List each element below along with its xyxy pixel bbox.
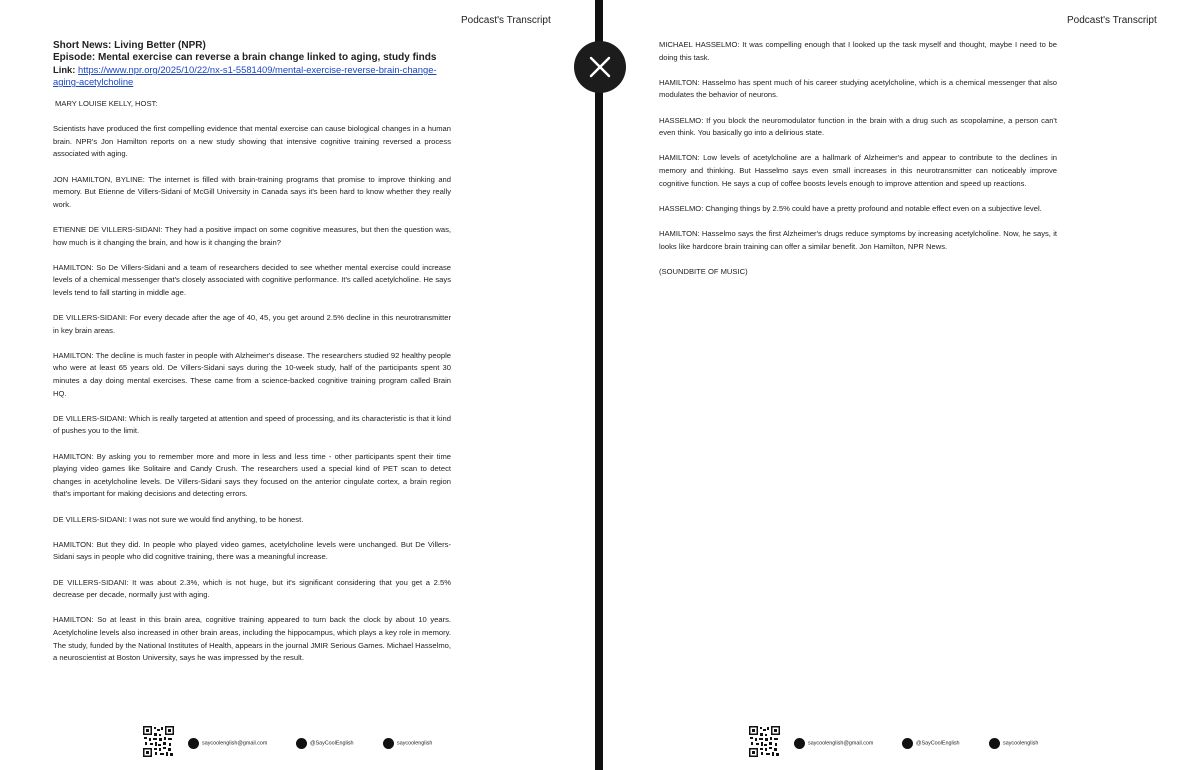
paragraph: HAMILTON: Hasselmo says the first Alzheimer's drugs reduce symptoms by increasing acetylcholine. Now, he says, it looks like hardcore brain training can offer a similar benefit. Jon Hamilton, NPR News. [659, 228, 1057, 251]
host-label: MARY LOUISE KELLY, HOST: [55, 99, 158, 108]
paragraph: HASSELMO: If you block the neuromodulator function in the brain with a drug such as scopolamine, a person can't even think. You basically go into a delirious state. [659, 115, 1057, 138]
transcript-body [53, 40, 451, 677]
paragraph: HAMILTON: By asking you to remember more and more in less and less time - other participants spent their time playing video games like Solitaire and Candy Crush. The researchers used a special kind of PET scan to detect changes in acetylcholine levels. De Villers-Sidani says they focused on the anterior cingulate cortex, a brain region that's important for making decisions and detecting errors. [53, 451, 451, 499]
paragraph: DE VILLERS-SIDANI: I was not sure we would find anything, to be honest. [53, 514, 304, 524]
paragraph: HAMILTON: Low levels of acetylcholine are a hallmark of Alzheimer's and appear to contribute to the declines in memory and thinking. But Hasselmo says even small increases in this neurotransmitter can noticeably improve cognitive function. He says a cup of coffee boosts levels enough to improve attention and speed up reactions. [659, 153, 1057, 188]
paragraph: Scientists have produced the first compelling evidence that mental exercise can cause biological changes in a human brain. NPR's Jon Hamilton reports on a new study showing that intensive cognitive training reversed a process associated with aging. [53, 124, 451, 159]
paragraph: ETIENNE DE VILLERS-SIDANI: They had a positive impact on some cognitive measures, but then the question was, how much is it changing the brain, and how is it changing the brain? [53, 224, 451, 247]
transcript-body [659, 39, 1057, 291]
footer-email: saycoolenglish@gmail.com [188, 738, 267, 749]
footer-twitter: @SayCoolEnglish [296, 738, 354, 749]
close-icon [588, 55, 612, 79]
qr-code-icon [142, 725, 175, 758]
paragraph: HAMILTON: But they did. In people who played video games, acetylcholine levels were unchanged. But De Villers-Sidani says in people who did cognitive training, there was a meaningful increase. [53, 539, 451, 562]
paragraph: HAMILTON: Hasselmo has spent much of his career studying acetylcholine, which is a chemical messenger that also modulates the behavior of neurons. [659, 77, 1057, 100]
link-label: Link: [53, 64, 76, 75]
episode-title-line2: Episode: Mental exercise can reverse a brain change linked to aging, study finds [53, 52, 437, 63]
paragraph: HAMILTON: The decline is much faster in people with Alzheimer's disease. The researchers studied 92 healthy people who were at least 65 years old. De Villers-Sidani says during the 10-week study, half of the participants spent 30 minutes a day doing mental exercises. These came from a science-backed cognitive training program called Brain HQ. [53, 350, 451, 398]
email-icon [188, 738, 199, 749]
page-header: Podcast's Transcript [461, 15, 551, 26]
footer-twitter: @SayCoolEnglish [902, 738, 960, 749]
paragraph: DE VILLERS-SIDANI: It was about 2.3%, which is not huge, but it's significant considering that you get a 2.5% decrease per decade, normally just with aging. [53, 577, 451, 600]
social-icon [989, 738, 1000, 749]
paragraph: JON HAMILTON, BYLINE: The internet is filled with brain-training programs that promise to improve thinking and memory. But Etienne de Villers-Sidani of McGill University in Canada says it's been hard to know whether they really work. [53, 174, 451, 209]
left-page [0, 0, 595, 770]
footer-social: saycoolenglish [989, 738, 1038, 749]
book-spine [595, 0, 603, 770]
footer-social: saycoolenglish [383, 738, 432, 749]
paragraph: DE VILLERS-SIDANI: For every decade after the age of 40, 45, you get around 2.5% decline in this neurotransmitter in key brain areas. [53, 313, 451, 335]
paragraph: HAMILTON: So De Villers-Sidani and a team of researchers decided to see whether mental exercise could increase levels of a chemical messenger that's closely associated with cognitive performance. It's called acetylcholine. He says levels tend to fall starting in middle age. [53, 262, 451, 297]
source-link-row [53, 64, 451, 88]
twitter-icon [296, 738, 307, 749]
footer-email: saycoolenglish@gmail.com [794, 738, 873, 749]
twitter-icon [902, 738, 913, 749]
social-icon [383, 738, 394, 749]
page-header: Podcast's Transcript [1067, 15, 1157, 26]
episode-title-line1: Short News: Living Better (NPR) [53, 40, 206, 51]
paragraph: HASSELMO: Changing things by 2.5% could have a pretty profound and notable effect even on a subjective level. [659, 203, 1042, 213]
qr-code-icon [748, 725, 781, 758]
paragraph: MICHAEL HASSELMO: It was compelling enough that I looked up the task myself and thought, maybe I need to be doing this task. [659, 40, 1057, 62]
paragraph: HAMILTON: So at least in this brain area, cognitive training appeared to turn back the clock by about 10 years. Acetylcholine levels also increased in other brain areas, including the hippocampus, which plays a key role in memory. The study, funded by the National Institutes of Health, appears in the journal JMIR Serious Games. Michael Hasselmo, a neuroscientist at Boston University, says he was impressed by the result. [53, 615, 451, 663]
paragraph: DE VILLERS-SIDANI: Which is really targeted at attention and speed of processing, and its characteristic is that it kind of pushes you to the limit. [53, 413, 451, 436]
source-link[interactable]: https://www.npr.org/2025/10/22/nx-s1-5581409/mental-exercise-reverse-brain-change-aging-acetylcholine [53, 64, 437, 87]
right-page [603, 0, 1200, 770]
email-icon [794, 738, 805, 749]
close-button[interactable] [574, 41, 626, 93]
paragraph: (SOUNDBITE OF MUSIC) [659, 266, 748, 276]
